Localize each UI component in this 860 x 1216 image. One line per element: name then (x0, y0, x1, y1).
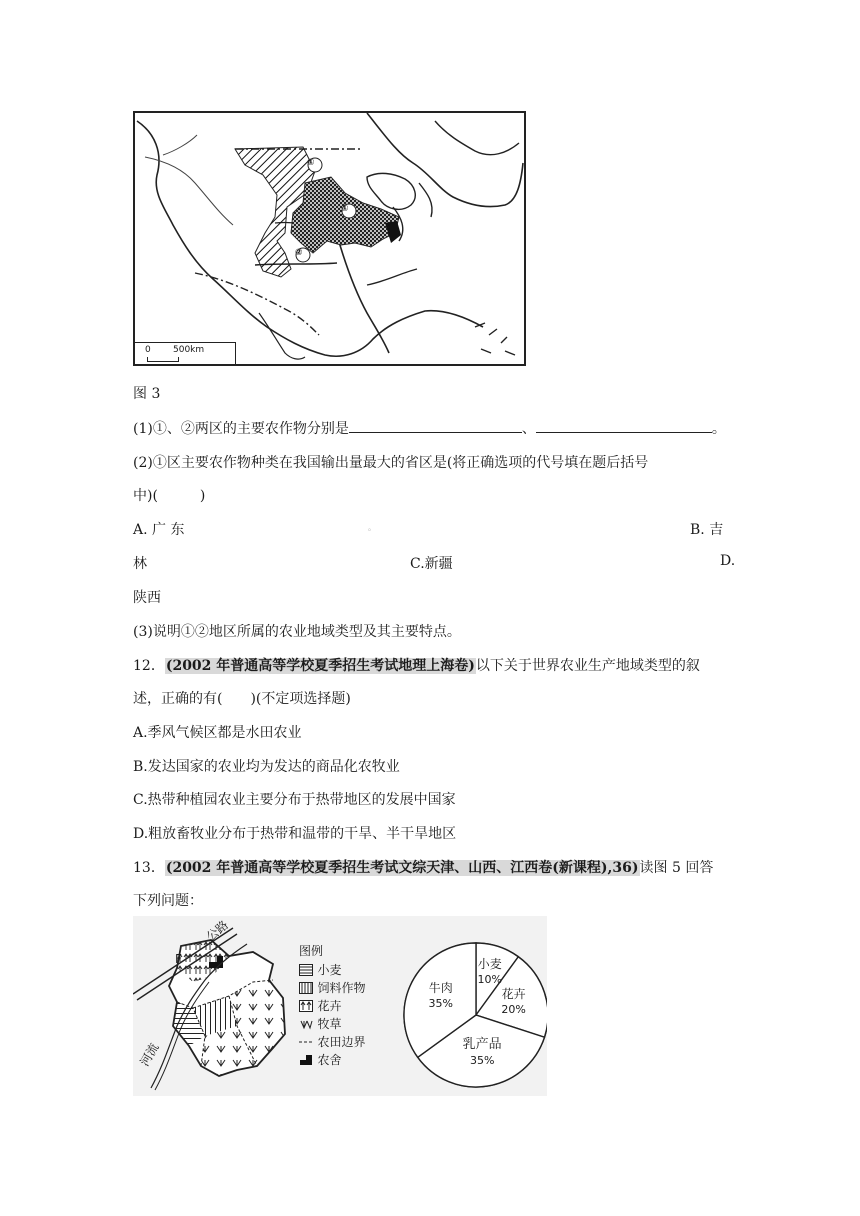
farmhouse-icon (299, 1054, 313, 1066)
q12-option-d: D.粗放畜牧业分布于热带和温带的干旱、半干旱地区 (133, 826, 457, 842)
legend-item-boundary (299, 1033, 365, 1050)
pie-slice-label: 乳产品 (462, 1037, 502, 1053)
q13-source: (2002 年普通高等学校夏季招生考试文综天津、山西、江西卷(新课程),36) (165, 860, 639, 876)
figure3-map (133, 111, 526, 366)
q11-sub3: (3)说明①②地区所属的农业地域类型及其主要特点。 (133, 624, 461, 640)
legend-label: 花卉 (317, 999, 342, 1013)
legend-label: 农舍 (317, 1053, 342, 1067)
horizontal-hatch-icon (299, 964, 313, 976)
flower-icon (299, 1000, 313, 1012)
zone-mark-2: ② (295, 248, 303, 258)
pie-slice-label: 小麦 (477, 956, 502, 971)
q11-sub1-text: (1)①、②两区的主要农作物分别是 (133, 421, 349, 437)
scale-bar (147, 357, 179, 362)
vertical-hatch-icon (299, 982, 313, 994)
scale-zero: 0 (145, 345, 151, 355)
q13-stem1: 读图 5 回答 (639, 860, 714, 876)
answer-blank-2[interactable] (536, 418, 712, 433)
pie-value-label: 35% (469, 1054, 495, 1068)
q11-option-d-head: D. (720, 553, 736, 569)
stray-dot-mark: 。 (368, 523, 376, 532)
q12-option-c: C.热带种植园农业主要分布于热带地区的发展中国家 (133, 792, 456, 808)
scale-bar-box (135, 342, 236, 365)
q11-option-b-head: B. 吉 (690, 522, 724, 538)
pie-slice-label: 花卉 (501, 986, 526, 1001)
road-label: 公路 (203, 917, 232, 944)
q11-sub1-end: 。 (711, 421, 726, 437)
pie-slice-label: 牛肉 (428, 981, 453, 996)
q12-stem-line2: 述，正确的有( )(不定项选择题) (133, 691, 351, 707)
q11-option-c: C.新疆 (410, 556, 453, 572)
q11-sub1-sep: 、 (521, 421, 536, 437)
q11-sub2-line2: 中)( ) (133, 488, 206, 504)
scale-label: 500km (173, 345, 205, 355)
legend-item-feed (299, 979, 365, 996)
q12-source: (2002 年普通高等学校夏季招生考试地理上海卷) (165, 658, 475, 674)
zone-mark-1: ① (307, 158, 315, 168)
q12-stem1: 以下关于世界农业生产地域类型的叙 (475, 658, 700, 674)
river-label: 河流 (137, 1040, 162, 1069)
point-f-label: F (175, 952, 182, 966)
dashed-line-icon (299, 1036, 313, 1048)
pie-value-label: 20% (501, 1002, 526, 1016)
legend-label: 牧草 (317, 1017, 342, 1031)
q11-option-b-tail: 林 (133, 556, 147, 572)
legend-label: 农田边界 (317, 1035, 366, 1049)
figure5 (133, 916, 547, 1096)
north-america-map (135, 113, 524, 364)
q11-option-d-tail: 陕西 (133, 590, 161, 606)
legend-title: 图例 (299, 944, 324, 958)
zone-mark-1b: ① (341, 204, 349, 214)
legend-item-wheat (299, 961, 341, 978)
legend-item-flowers (299, 997, 341, 1014)
q13-stem-line1 (133, 857, 713, 877)
grass-icon (299, 1018, 313, 1030)
q11-sub1 (133, 418, 726, 438)
legend-label: 小麦 (317, 963, 342, 977)
q13-number: 13． (133, 860, 165, 876)
figure3-caption: 图 3 (133, 386, 161, 402)
legend-label: 饲料作物 (317, 981, 366, 995)
pie-value-label: 35% (428, 997, 453, 1011)
legend-item-pasture (299, 1015, 341, 1032)
answer-blank-1[interactable] (349, 418, 522, 433)
q12-stem-line1 (133, 655, 700, 675)
legend-item-farmhouse (299, 1051, 341, 1068)
q12-number: 12． (133, 658, 165, 674)
q11-option-a: A. 广 东 (133, 522, 185, 538)
q11-sub2-line1: (2)①区主要农作物种类在我国输出量最大的省区是(将正确选项的代号填在题后括号 (133, 455, 649, 471)
q12-option-b: B.发达国家的农业均为发达的商品化农牧业 (133, 759, 400, 775)
q13-stem-line2: 下列问题： (133, 893, 203, 909)
pie-value-label: 10% (477, 972, 502, 986)
q12-option-a: A.季风气候区都是水田农业 (133, 725, 302, 741)
